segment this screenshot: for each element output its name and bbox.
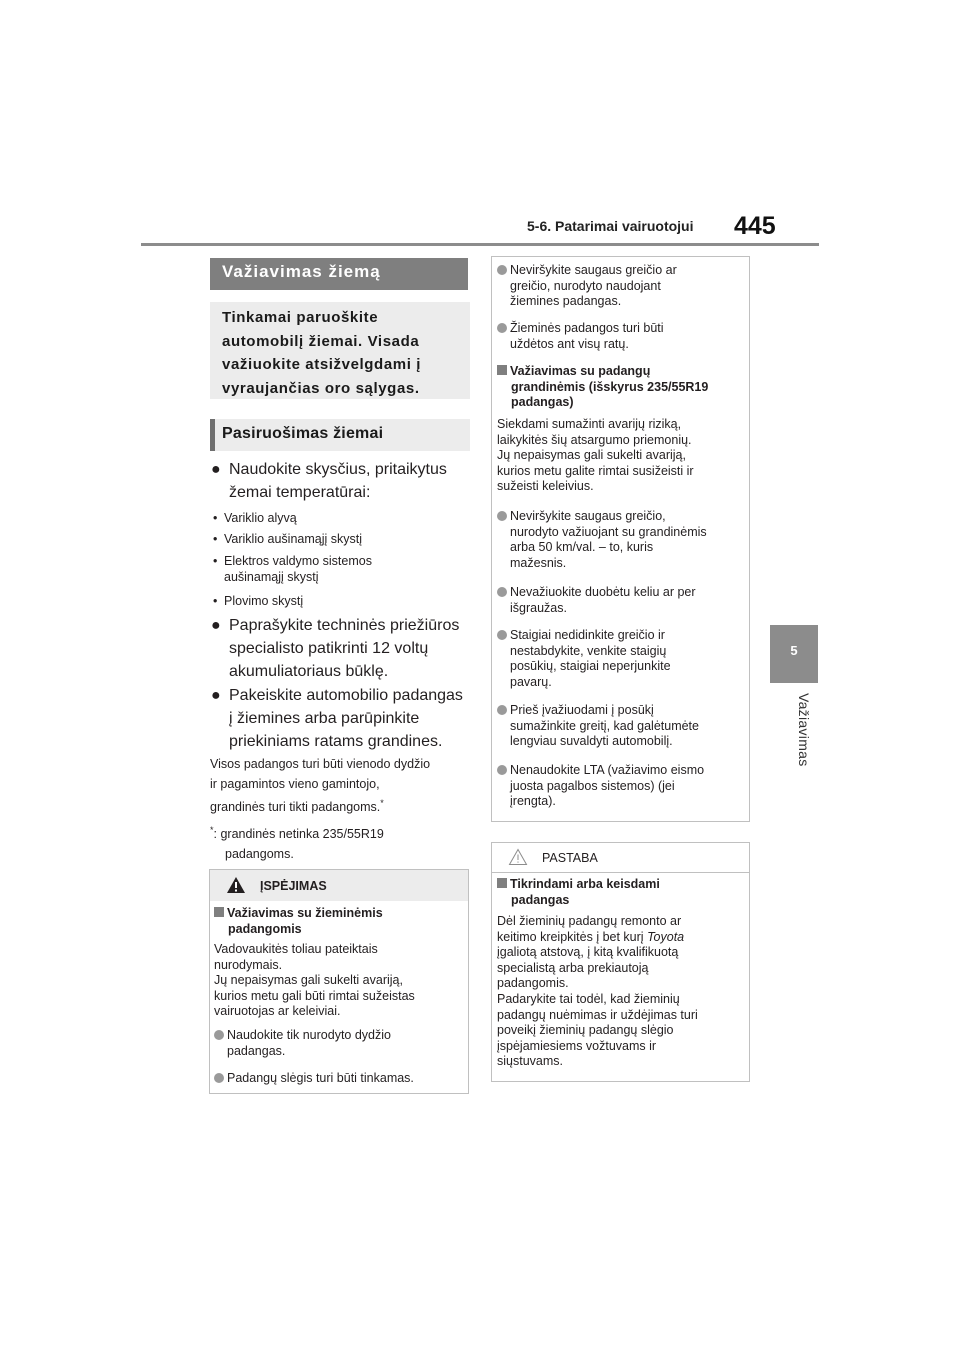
subheading-accent — [210, 419, 215, 451]
warning-item: Žieminės padangos turi būti uždėtos ant visų ratų. — [497, 321, 747, 352]
page-number: 445 — [734, 212, 776, 240]
notice-title: PASTABA — [542, 851, 598, 865]
section-heading: Važiavimas žiemą — [222, 262, 381, 281]
bullet-dot: ● — [211, 461, 221, 478]
section-title: 5-6. Patarimai vairuotojui — [527, 218, 694, 234]
warning-item: Padangų slėgis turi būti tinkamas. — [214, 1071, 464, 1087]
chapter-tab-label: Važiavimas — [796, 693, 812, 767]
bullet-battery: ● Paprašykite techninės priežiūros specialisto patikrinti 12 voltų akumuliatoriaus būklę. — [229, 614, 474, 683]
warning-heading: Važiavimas su žieminėmis padangomis — [214, 906, 464, 937]
bullet-dot: ● — [211, 687, 221, 704]
circle-bullet-icon — [497, 265, 507, 275]
notice-box — [491, 842, 750, 1082]
square-bullet-icon — [497, 878, 507, 888]
notice-divider — [492, 872, 749, 873]
warning-continuation-box — [491, 256, 750, 822]
warning-item: Staigiai nedidinkite greičio ir nestabdykite, venkite staigių posūkių, staigiai neperjunkite pavarų. — [497, 628, 747, 690]
circle-bullet-icon — [497, 705, 507, 715]
subheading: Pasiruošimas žiemai — [222, 425, 384, 442]
list-item: • Variklio alyvą — [213, 511, 297, 525]
warning-title: ĮSPĖJIMAS — [260, 879, 327, 893]
circle-bullet-icon — [214, 1073, 224, 1083]
circle-bullet-icon — [497, 511, 507, 521]
warning-item: Neviršykite saugaus greičio ar greičio, nurodyto naudojant žiemines padangas. — [497, 263, 747, 310]
circle-bullet-icon — [497, 765, 507, 775]
warning-item: Naudokite tik nurodyto dydžio padangas. — [214, 1028, 464, 1059]
warning-box — [209, 869, 469, 1094]
chapter-tab-number: 5 — [790, 643, 798, 658]
notice-triangle-icon — [508, 848, 528, 866]
chains-heading: Važiavimas su padangų grandinėmis (išskyrus 235/55R19 padangas) — [497, 364, 747, 411]
warning-item: Prieš įvažiuodami į posūkį sumažinkite greitį, kad galėtumėte lengviau suvaldyti automobilį. — [497, 703, 747, 750]
warning-triangle-icon — [226, 876, 246, 894]
circle-bullet-icon — [497, 323, 507, 333]
bullet-fluids: ● Naudokite skysčius, pritaikytus žemai temperatūrai: — [229, 458, 469, 504]
notice-paragraph: Dėl žieminių padangų remonto ar keitimo kreipkitės į bet kurį Toyota įgaliotą atstovą, į kitą kvalifikuotą specialistą arba prekiautoją padangomis. Padarykite tai todėl, kad žieminių padangų nuėmimas ir uždėjimas turi poveikį žieminių padangų slėgio įspėjamiesiems vožtuvams ir siųstuvams. — [497, 914, 698, 1069]
bullet-dot: ● — [211, 617, 221, 634]
warning-item: Nenaudokite LTA (važiavimo eismo juosta pagalbos sistemos) (jei įrengta). — [497, 763, 747, 810]
circle-bullet-icon — [497, 587, 507, 597]
warning-paragraph: Vadovaukitės toliau pateiktais nurodymais. Jų nepaisymas gali sukelti avariją, kurios metu gali būti rimtai sužeistas vairuotojas ar keleiviai. — [214, 942, 415, 1019]
square-bullet-icon — [497, 365, 507, 375]
square-bullet-icon — [214, 907, 224, 917]
circle-bullet-icon — [497, 630, 507, 640]
tire-note: Visos padangos turi būti vienodo dydžio ir pagamintos vieno gamintojo, grandinės turi tikti padangoms.* — [210, 757, 431, 815]
warning-item: Nevažiuokite duobėtu keliu ar per išgraužas. — [497, 585, 747, 616]
header-rule — [141, 243, 819, 246]
intro-text: Tinkamai paruoškite automobilį žiemai. Visada važiuokite atsižvelgdami į vyraujančias oro sąlygas. — [222, 309, 421, 397]
list-item: • Elektros valdymo sistemos aušinamąjį skystį — [213, 554, 372, 584]
list-item: • Variklio aušinamąjį skystį — [213, 532, 363, 546]
warning-header — [210, 870, 468, 901]
list-item: • Plovimo skystį — [213, 594, 304, 608]
footnote: *: grandinės netinka 235/55R19 padangoms. — [210, 825, 384, 861]
warning-item: Neviršykite saugaus greičio, nurodyto važiuojant su grandinėmis arba 50 km/val. – to, kuris mažesnis. — [497, 509, 747, 571]
bullet-tires: ● Pakeiskite automobilio padangas į žiemines arba parūpinkite priekiniams ratams grandines. — [229, 684, 474, 753]
chains-paragraph: Siekdami sumažinti avarijų riziką, laikykitės šių atsargumo priemonių. Jų nepaisymas gali sukelti avariją, kurios metu galite rimtai susižeisti ir sužeisti keleivius. — [497, 417, 694, 494]
circle-bullet-icon — [214, 1030, 224, 1040]
notice-heading: Tikrindami arba keisdami padangas — [497, 877, 747, 908]
